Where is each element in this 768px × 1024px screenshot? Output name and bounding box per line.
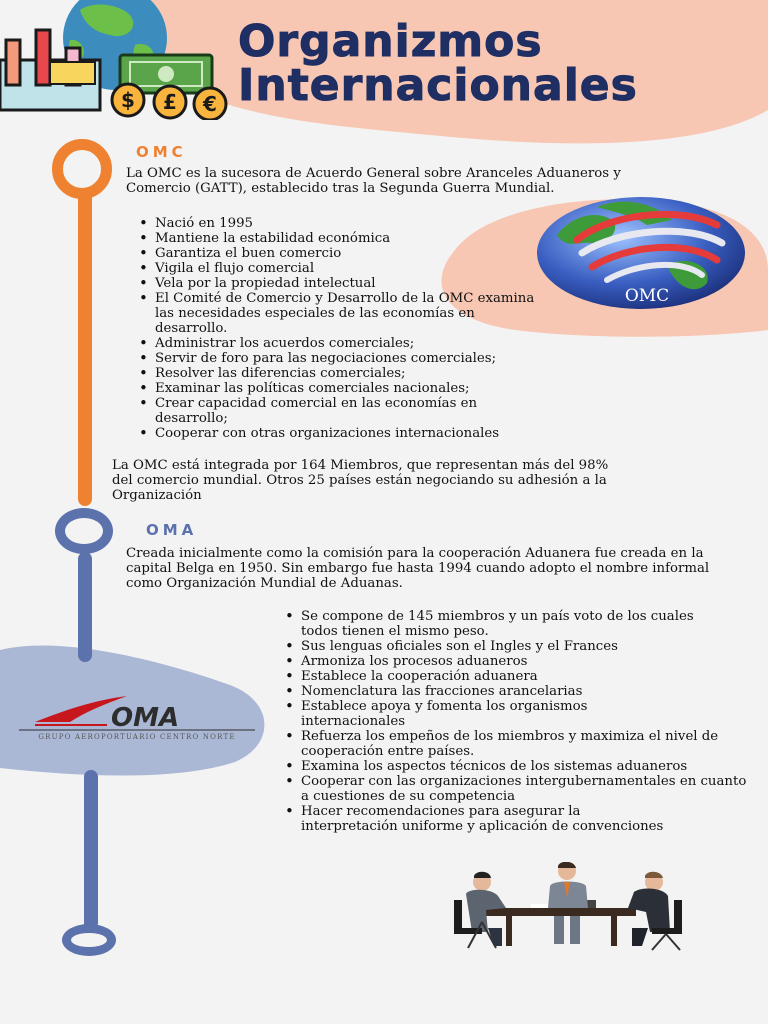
business-meeting-illustration bbox=[446, 862, 688, 952]
finance-illustration bbox=[0, 0, 235, 120]
timeline-omc-line bbox=[78, 188, 92, 506]
list-item: • Nomenclatura las fracciones arancelarias bbox=[279, 684, 749, 699]
omc-logo bbox=[537, 195, 747, 310]
list-item: • Establece apoya y fomenta los organismos internacionales bbox=[279, 699, 691, 729]
bar-chart-icon bbox=[6, 40, 20, 85]
dollar-symbol: $ bbox=[121, 88, 135, 112]
oma-logo-subtitle: GRUPO AEROPORTUARIO CENTRO NORTE bbox=[38, 733, 236, 741]
list-item: • Examina los aspectos técnicos de los sistemas aduaneros bbox=[279, 759, 721, 774]
list-item: • Resolver las diferencias comerciales; bbox=[133, 366, 563, 381]
oma-intro: Creada inicialmente como la comisión para la cooperación Aduanera fue creada en la capital Belga en 1950. Sin embargo fue hasta 1994 cuando adopto el nombre informal como Organización Mundial de Aduanas. bbox=[126, 546, 710, 591]
timeline-oma-line-lower bbox=[84, 770, 98, 930]
list-item: • Establece la cooperación aduanera bbox=[279, 669, 749, 684]
omc-heading: OMC bbox=[136, 143, 187, 161]
list-item: • Administrar los acuerdos comerciales; bbox=[133, 336, 563, 351]
list-item: • Vela por la propiedad intelectual bbox=[133, 276, 563, 291]
list-item: • Cooperar con otras organizaciones internacionales bbox=[133, 426, 563, 441]
list-item: • Refuerza los empeños de los miembros y maximiza el nivel de cooperación entre países. bbox=[279, 729, 749, 759]
meeting-table bbox=[486, 908, 636, 916]
list-item: • Servir de foro para las negociaciones comerciales; bbox=[133, 351, 563, 366]
list-item: • Hacer recomendaciones para asegurar la interpretación uniforme y aplicación de convenciones bbox=[279, 804, 671, 834]
oma-logo-text: OMA bbox=[111, 703, 180, 733]
omc-intro: La OMC es la sucesora de Acuerdo General sobre Aranceles Aduaneros y Comercio (GATT), establecido tras la Segunda Guerra Mundial. bbox=[126, 166, 621, 196]
list-item: • Nació en 1995 bbox=[133, 216, 563, 231]
omc-logo-text: OMC bbox=[624, 286, 670, 306]
list-item: • Vigila el flujo comercial bbox=[133, 261, 563, 276]
pound-symbol: £ bbox=[163, 90, 177, 114]
list-item: • Mantiene la estabilidad económica bbox=[133, 231, 563, 246]
timeline-oma-line-upper bbox=[78, 552, 92, 662]
list-item: • Se compone de 145 miembros y un país voto de los cuales todos tienen el mismo peso. bbox=[279, 609, 731, 639]
list-item: • Armoniza los procesos aduaneros bbox=[279, 654, 749, 669]
list-item: • El Comité de Comercio y Desarrollo de la OMC examina las necesidades especiales de las economías en desarrollo. bbox=[133, 291, 535, 336]
page-title-line1: Organizmos bbox=[238, 16, 543, 67]
timeline-end-node bbox=[62, 924, 116, 956]
timeline-oma-node bbox=[55, 508, 113, 554]
page-title-line2: Internacionales bbox=[238, 60, 638, 111]
oma-bullet-list bbox=[279, 609, 749, 834]
omc-closing: La OMC está integrada por 164 Miembros, que representan más del 98% del comercio mundial. Otros 25 países están negociando su adhesión a la Organización bbox=[112, 458, 609, 503]
list-item: • Crear capacidad comercial en las economías en desarrollo; bbox=[133, 396, 545, 426]
list-item: • Sus lenguas oficiales son el Ingles y el Frances bbox=[279, 639, 749, 654]
euro-symbol: € bbox=[203, 92, 217, 116]
omc-bullet-list bbox=[133, 216, 563, 441]
oma-logo bbox=[15, 692, 260, 742]
list-item: • Garantiza el buen comercio bbox=[133, 246, 563, 261]
oma-heading: OMA bbox=[146, 521, 198, 539]
list-item: • Examinar las políticas comerciales nacionales; bbox=[133, 381, 563, 396]
list-item: • Cooperar con las organizaciones intergubernamentales en cuanto a cuestiones de su competencia bbox=[279, 774, 749, 804]
